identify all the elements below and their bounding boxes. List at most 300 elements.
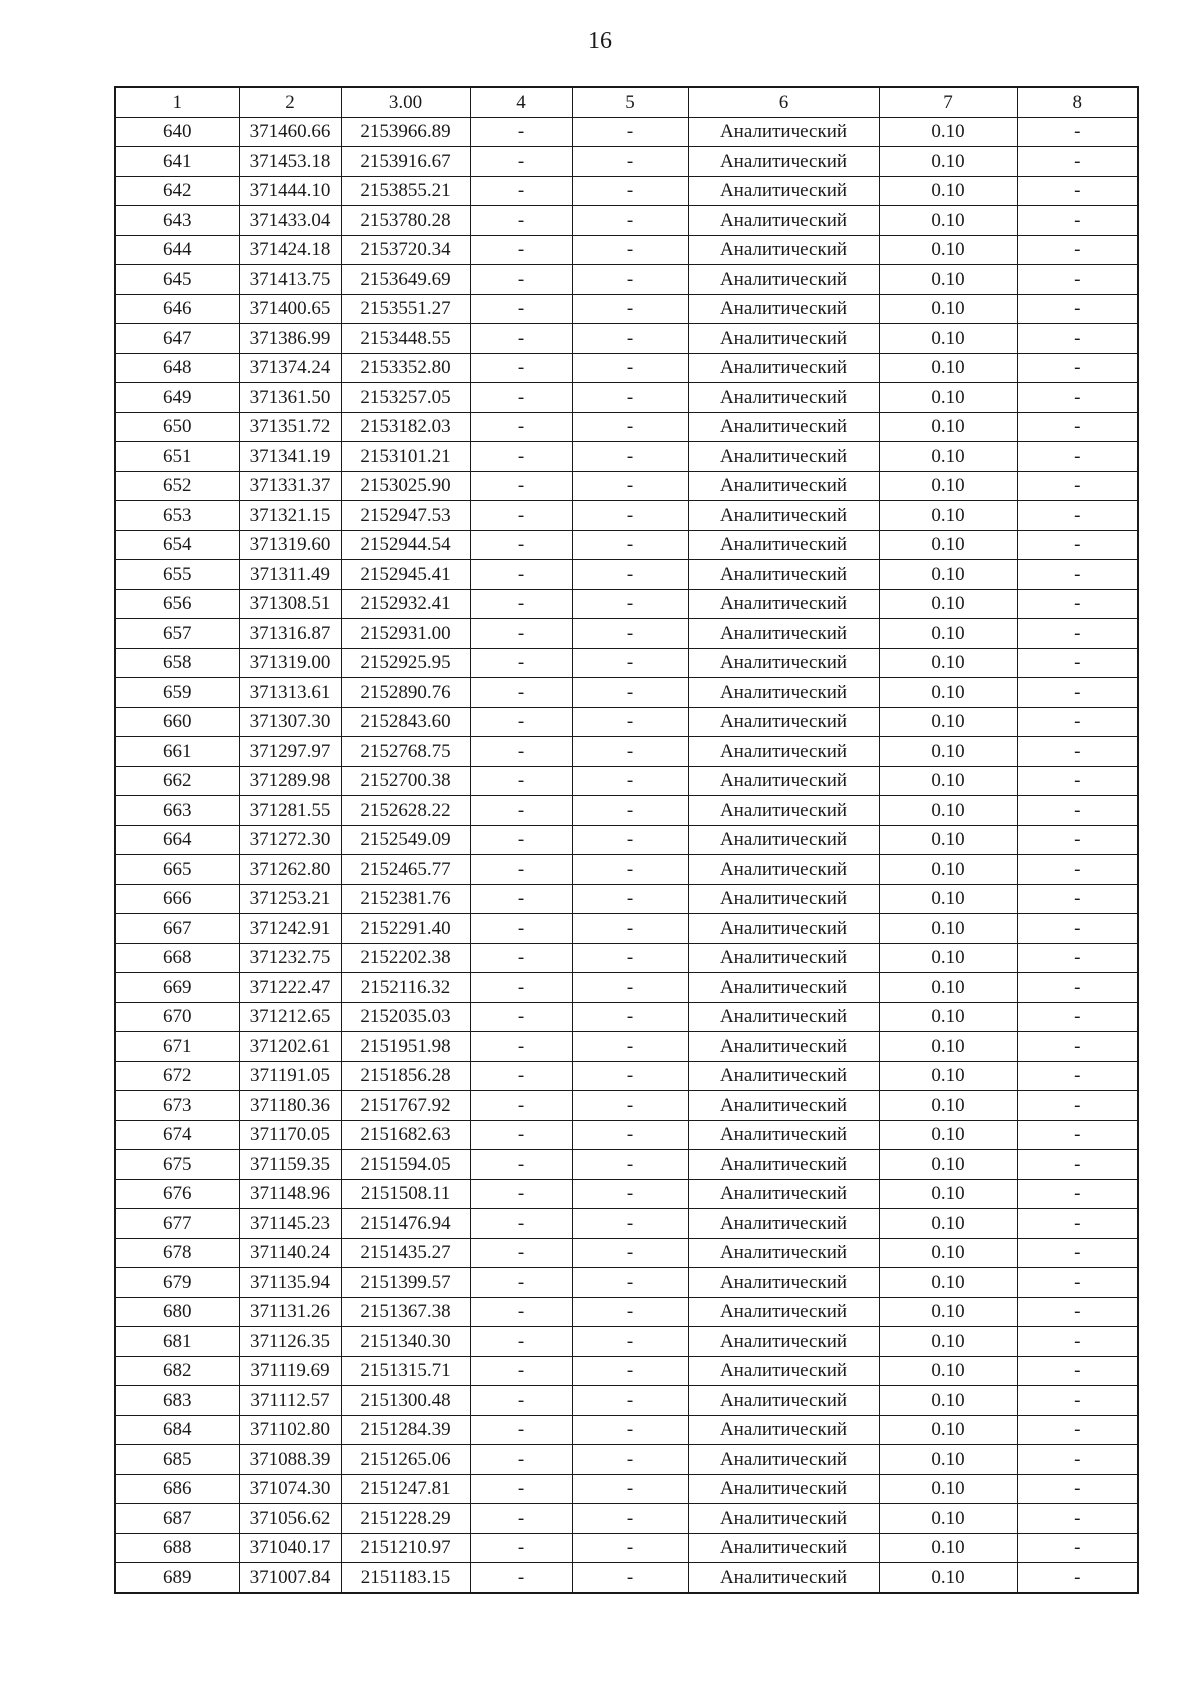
table-cell-col-4: - xyxy=(470,678,572,708)
table-cell-col-1: 646 xyxy=(115,294,239,324)
table-cell-col-6: Аналитический xyxy=(688,825,879,855)
table-cell-col-4: - xyxy=(470,176,572,206)
table-cell-col-5: - xyxy=(572,884,688,914)
table-cell-col-6: Аналитический xyxy=(688,855,879,885)
table-cell-col-6: Аналитический xyxy=(688,353,879,383)
table-cell-col-4: - xyxy=(470,560,572,590)
table-cell-col-1: 660 xyxy=(115,707,239,737)
table-cell-col-1: 663 xyxy=(115,796,239,826)
table-cell-col-8: - xyxy=(1017,560,1138,590)
table-cell-col-3: 2152202.38 xyxy=(341,943,470,973)
table-cell-col-2: 371460.66 xyxy=(239,117,341,147)
table-row xyxy=(115,678,1138,708)
table-cell-col-3: 2153966.89 xyxy=(341,117,470,147)
table-cell-col-8: - xyxy=(1017,1061,1138,1091)
table-cell-col-3: 2152768.75 xyxy=(341,737,470,767)
table-cell-col-5: - xyxy=(572,294,688,324)
table-cell-col-2: 371351.72 xyxy=(239,412,341,442)
table-row xyxy=(115,914,1138,944)
table-cell-col-7: 0.10 xyxy=(879,1091,1017,1121)
table-cell-col-7: 0.10 xyxy=(879,648,1017,678)
table-cell-col-1: 661 xyxy=(115,737,239,767)
table-cell-col-5: - xyxy=(572,1445,688,1475)
table-cell-col-7: 0.10 xyxy=(879,707,1017,737)
table-cell-col-1: 641 xyxy=(115,147,239,177)
table-cell-col-4: - xyxy=(470,1209,572,1239)
table-cell-col-8: - xyxy=(1017,619,1138,649)
table-cell-col-7: 0.10 xyxy=(879,1445,1017,1475)
table-cell-col-5: - xyxy=(572,206,688,236)
table-cell-col-4: - xyxy=(470,766,572,796)
table-cell-col-7: 0.10 xyxy=(879,1061,1017,1091)
table-row xyxy=(115,589,1138,619)
table-cell-col-3: 2153551.27 xyxy=(341,294,470,324)
table-cell-col-3: 2152700.38 xyxy=(341,766,470,796)
table-cell-col-2: 371159.35 xyxy=(239,1150,341,1180)
table-cell-col-2: 371281.55 xyxy=(239,796,341,826)
table-cell-col-6: Аналитический xyxy=(688,383,879,413)
table-cell-col-6: Аналитический xyxy=(688,1563,879,1593)
table-cell-col-6: Аналитический xyxy=(688,1445,879,1475)
table-cell-col-8: - xyxy=(1017,1091,1138,1121)
table-cell-col-3: 2152628.22 xyxy=(341,796,470,826)
table-cell-col-1: 645 xyxy=(115,265,239,295)
table-cell-col-6: Аналитический xyxy=(688,914,879,944)
table-cell-col-4: - xyxy=(470,1032,572,1062)
table-cell-col-3: 2153448.55 xyxy=(341,324,470,354)
table-cell-col-6: Аналитический xyxy=(688,471,879,501)
table-cell-col-1: 644 xyxy=(115,235,239,265)
table-cell-col-2: 371074.30 xyxy=(239,1474,341,1504)
table-cell-col-3: 2152291.40 xyxy=(341,914,470,944)
table-cell-col-6: Аналитический xyxy=(688,648,879,678)
table-cell-col-6: Аналитический xyxy=(688,589,879,619)
table-cell-col-2: 371361.50 xyxy=(239,383,341,413)
page-number: 16 xyxy=(588,28,612,54)
table-cell-col-1: 686 xyxy=(115,1474,239,1504)
table-cell-col-7: 0.10 xyxy=(879,206,1017,236)
table-cell-col-8: - xyxy=(1017,678,1138,708)
table-cell-col-1: 654 xyxy=(115,530,239,560)
table-row xyxy=(115,707,1138,737)
table-row xyxy=(115,560,1138,590)
table-cell-col-7: 0.10 xyxy=(879,1415,1017,1445)
table-cell-col-4: - xyxy=(470,1327,572,1357)
table-cell-col-2: 371262.80 xyxy=(239,855,341,885)
table-cell-col-3: 2153780.28 xyxy=(341,206,470,236)
table-cell-col-1: 664 xyxy=(115,825,239,855)
table-cell-col-5: - xyxy=(572,678,688,708)
table-cell-col-2: 371413.75 xyxy=(239,265,341,295)
table-cell-col-5: - xyxy=(572,619,688,649)
table-cell-col-4: - xyxy=(470,1415,572,1445)
table-cell-col-1: 651 xyxy=(115,442,239,472)
table-cell-col-5: - xyxy=(572,383,688,413)
table-row xyxy=(115,1415,1138,1445)
table-row xyxy=(115,1474,1138,1504)
table-row xyxy=(115,825,1138,855)
table-cell-col-3: 2152947.53 xyxy=(341,501,470,531)
table-cell-col-3: 2152931.00 xyxy=(341,619,470,649)
table-cell-col-3: 2152035.03 xyxy=(341,1002,470,1032)
table-row xyxy=(115,353,1138,383)
table-cell-col-5: - xyxy=(572,1474,688,1504)
table-cell-col-8: - xyxy=(1017,1474,1138,1504)
table-cell-col-2: 371119.69 xyxy=(239,1356,341,1386)
table-cell-col-5: - xyxy=(572,1091,688,1121)
table-row xyxy=(115,619,1138,649)
table-cell-col-8: - xyxy=(1017,648,1138,678)
table-cell-col-5: - xyxy=(572,1504,688,1534)
table-cell-col-7: 0.10 xyxy=(879,1504,1017,1534)
table-row xyxy=(115,1445,1138,1475)
table-cell-col-7: 0.10 xyxy=(879,1563,1017,1593)
table-cell-col-4: - xyxy=(470,471,572,501)
column-header-8: 8 xyxy=(1017,87,1138,117)
table-cell-col-7: 0.10 xyxy=(879,1002,1017,1032)
table-cell-col-8: - xyxy=(1017,442,1138,472)
table-cell-col-1: 647 xyxy=(115,324,239,354)
table-cell-col-5: - xyxy=(572,707,688,737)
table-cell-col-7: 0.10 xyxy=(879,973,1017,1003)
table-row xyxy=(115,1061,1138,1091)
table-cell-col-1: 653 xyxy=(115,501,239,531)
table-cell-col-1: 659 xyxy=(115,678,239,708)
table-cell-col-7: 0.10 xyxy=(879,943,1017,973)
table-cell-col-8: - xyxy=(1017,1533,1138,1563)
table-cell-col-1: 684 xyxy=(115,1415,239,1445)
table-cell-col-5: - xyxy=(572,1150,688,1180)
table-cell-col-1: 657 xyxy=(115,619,239,649)
table-cell-col-7: 0.10 xyxy=(879,884,1017,914)
table-cell-col-5: - xyxy=(572,235,688,265)
table-cell-col-6: Аналитический xyxy=(688,206,879,236)
table-row xyxy=(115,1297,1138,1327)
table-cell-col-5: - xyxy=(572,1563,688,1593)
table-cell-col-1: 678 xyxy=(115,1238,239,1268)
table-cell-col-3: 2152381.76 xyxy=(341,884,470,914)
table-cell-col-8: - xyxy=(1017,324,1138,354)
table-cell-col-7: 0.10 xyxy=(879,501,1017,531)
table-cell-col-8: - xyxy=(1017,294,1138,324)
table-cell-col-8: - xyxy=(1017,501,1138,531)
table-cell-col-8: - xyxy=(1017,383,1138,413)
table-cell-col-3: 2151340.30 xyxy=(341,1327,470,1357)
table-row xyxy=(115,1563,1138,1593)
table-cell-col-3: 2153855.21 xyxy=(341,176,470,206)
table-cell-col-2: 371180.36 xyxy=(239,1091,341,1121)
table-cell-col-4: - xyxy=(470,147,572,177)
table-cell-col-2: 371145.23 xyxy=(239,1209,341,1239)
table-cell-col-5: - xyxy=(572,501,688,531)
table-cell-col-3: 2153101.21 xyxy=(341,442,470,472)
table-cell-col-1: 656 xyxy=(115,589,239,619)
table-cell-col-5: - xyxy=(572,648,688,678)
table-cell-col-7: 0.10 xyxy=(879,855,1017,885)
table-cell-col-5: - xyxy=(572,1327,688,1357)
table-cell-col-6: Аналитический xyxy=(688,560,879,590)
table-cell-col-7: 0.10 xyxy=(879,235,1017,265)
table-cell-col-6: Аналитический xyxy=(688,678,879,708)
table-cell-col-4: - xyxy=(470,1386,572,1416)
table-cell-col-3: 2153720.34 xyxy=(341,235,470,265)
table-cell-col-5: - xyxy=(572,943,688,973)
table-cell-col-4: - xyxy=(470,501,572,531)
table-cell-col-3: 2151767.92 xyxy=(341,1091,470,1121)
table-cell-col-5: - xyxy=(572,530,688,560)
table-cell-col-7: 0.10 xyxy=(879,1327,1017,1357)
table-row xyxy=(115,265,1138,295)
table-cell-col-5: - xyxy=(572,1297,688,1327)
table-row xyxy=(115,412,1138,442)
table-row xyxy=(115,235,1138,265)
table-cell-col-7: 0.10 xyxy=(879,589,1017,619)
column-header-6: 6 xyxy=(688,87,879,117)
table-cell-col-5: - xyxy=(572,1415,688,1445)
table-cell-col-8: - xyxy=(1017,943,1138,973)
table-cell-col-3: 2152890.76 xyxy=(341,678,470,708)
table-cell-col-7: 0.10 xyxy=(879,147,1017,177)
table-row xyxy=(115,117,1138,147)
table-row xyxy=(115,1032,1138,1062)
table-cell-col-8: - xyxy=(1017,914,1138,944)
table-cell-col-7: 0.10 xyxy=(879,1386,1017,1416)
table-cell-col-4: - xyxy=(470,1061,572,1091)
table-cell-col-1: 662 xyxy=(115,766,239,796)
table-cell-col-5: - xyxy=(572,1061,688,1091)
table-cell-col-1: 677 xyxy=(115,1209,239,1239)
table-cell-col-1: 680 xyxy=(115,1297,239,1327)
table-cell-col-6: Аналитический xyxy=(688,1297,879,1327)
table-cell-col-2: 371253.21 xyxy=(239,884,341,914)
table-row xyxy=(115,1002,1138,1032)
table-row xyxy=(115,176,1138,206)
table-cell-col-7: 0.10 xyxy=(879,914,1017,944)
table-cell-col-4: - xyxy=(470,206,572,236)
table-cell-col-7: 0.10 xyxy=(879,619,1017,649)
table-cell-col-2: 371212.65 xyxy=(239,1002,341,1032)
table-cell-col-1: 689 xyxy=(115,1563,239,1593)
table-cell-col-6: Аналитический xyxy=(688,973,879,1003)
table-cell-col-1: 668 xyxy=(115,943,239,973)
table-cell-col-6: Аналитический xyxy=(688,442,879,472)
table-cell-col-3: 2152932.41 xyxy=(341,589,470,619)
table-cell-col-4: - xyxy=(470,619,572,649)
table-cell-col-1: 667 xyxy=(115,914,239,944)
table-cell-col-5: - xyxy=(572,1032,688,1062)
table-cell-col-1: 676 xyxy=(115,1179,239,1209)
table-cell-col-1: 649 xyxy=(115,383,239,413)
table-cell-col-8: - xyxy=(1017,737,1138,767)
table-cell-col-8: - xyxy=(1017,884,1138,914)
table-cell-col-5: - xyxy=(572,1356,688,1386)
table-cell-col-2: 371007.84 xyxy=(239,1563,341,1593)
table-cell-col-6: Аналитический xyxy=(688,1150,879,1180)
table-cell-col-5: - xyxy=(572,1209,688,1239)
table-cell-col-2: 371313.61 xyxy=(239,678,341,708)
table-cell-col-5: - xyxy=(572,914,688,944)
table-cell-col-6: Аналитический xyxy=(688,707,879,737)
table-cell-col-3: 2153182.03 xyxy=(341,412,470,442)
table-cell-col-2: 371170.05 xyxy=(239,1120,341,1150)
column-header-7: 7 xyxy=(879,87,1017,117)
table-cell-col-8: - xyxy=(1017,589,1138,619)
table-cell-col-4: - xyxy=(470,796,572,826)
table-cell-col-6: Аналитический xyxy=(688,1120,879,1150)
table-row xyxy=(115,1179,1138,1209)
table-cell-col-5: - xyxy=(572,1002,688,1032)
table-cell-col-4: - xyxy=(470,1150,572,1180)
table-cell-col-3: 2151367.38 xyxy=(341,1297,470,1327)
table-cell-col-7: 0.10 xyxy=(879,383,1017,413)
table-cell-col-8: - xyxy=(1017,471,1138,501)
table-cell-col-7: 0.10 xyxy=(879,530,1017,560)
table-cell-col-3: 2151435.27 xyxy=(341,1238,470,1268)
table-cell-col-5: - xyxy=(572,117,688,147)
table-cell-col-6: Аналитический xyxy=(688,176,879,206)
table-cell-col-3: 2151228.29 xyxy=(341,1504,470,1534)
table-cell-col-4: - xyxy=(470,1297,572,1327)
table-header-row xyxy=(115,87,1138,117)
table-cell-col-4: - xyxy=(470,973,572,1003)
table-cell-col-1: 681 xyxy=(115,1327,239,1357)
table-row xyxy=(115,471,1138,501)
table-cell-col-6: Аналитический xyxy=(688,737,879,767)
table-cell-col-6: Аналитический xyxy=(688,235,879,265)
table-cell-col-4: - xyxy=(470,1533,572,1563)
table-cell-col-1: 679 xyxy=(115,1268,239,1298)
table-cell-col-2: 371289.98 xyxy=(239,766,341,796)
table-cell-col-3: 2151300.48 xyxy=(341,1386,470,1416)
table-cell-col-3: 2151399.57 xyxy=(341,1268,470,1298)
table-cell-col-5: - xyxy=(572,1533,688,1563)
table-cell-col-2: 371297.97 xyxy=(239,737,341,767)
table-row xyxy=(115,1120,1138,1150)
table-cell-col-8: - xyxy=(1017,1504,1138,1534)
table-cell-col-4: - xyxy=(470,943,572,973)
table-cell-col-6: Аналитический xyxy=(688,147,879,177)
table-cell-col-1: 688 xyxy=(115,1533,239,1563)
table-cell-col-2: 371056.62 xyxy=(239,1504,341,1534)
table-cell-col-3: 2151951.98 xyxy=(341,1032,470,1062)
table-cell-col-1: 674 xyxy=(115,1120,239,1150)
table-cell-col-5: - xyxy=(572,1238,688,1268)
table-row xyxy=(115,147,1138,177)
table-cell-col-2: 371242.91 xyxy=(239,914,341,944)
table-cell-col-7: 0.10 xyxy=(879,1238,1017,1268)
table-cell-col-7: 0.10 xyxy=(879,442,1017,472)
column-header-4: 4 xyxy=(470,87,572,117)
table-cell-col-5: - xyxy=(572,825,688,855)
table-cell-col-7: 0.10 xyxy=(879,1179,1017,1209)
table-cell-col-6: Аналитический xyxy=(688,501,879,531)
table-cell-col-6: Аналитический xyxy=(688,1061,879,1091)
table-cell-col-2: 371331.37 xyxy=(239,471,341,501)
table-cell-col-7: 0.10 xyxy=(879,294,1017,324)
table-cell-col-1: 687 xyxy=(115,1504,239,1534)
table-cell-col-7: 0.10 xyxy=(879,324,1017,354)
table-cell-col-6: Аналитический xyxy=(688,1268,879,1298)
table-cell-col-4: - xyxy=(470,855,572,885)
table-cell-col-2: 371088.39 xyxy=(239,1445,341,1475)
table-cell-col-2: 371040.17 xyxy=(239,1533,341,1563)
table-cell-col-5: - xyxy=(572,855,688,885)
table-cell-col-7: 0.10 xyxy=(879,412,1017,442)
table-cell-col-2: 371308.51 xyxy=(239,589,341,619)
table-cell-col-1: 675 xyxy=(115,1150,239,1180)
column-header-1: 1 xyxy=(115,87,239,117)
table-cell-col-4: - xyxy=(470,825,572,855)
table-cell-col-8: - xyxy=(1017,1238,1138,1268)
table-cell-col-3: 2152549.09 xyxy=(341,825,470,855)
table-cell-col-2: 371222.47 xyxy=(239,973,341,1003)
table-cell-col-8: - xyxy=(1017,117,1138,147)
table-cell-col-4: - xyxy=(470,265,572,295)
table-cell-col-4: - xyxy=(470,353,572,383)
table-cell-col-7: 0.10 xyxy=(879,1120,1017,1150)
table-cell-col-2: 371307.30 xyxy=(239,707,341,737)
table-cell-col-7: 0.10 xyxy=(879,825,1017,855)
table-cell-col-3: 2151508.11 xyxy=(341,1179,470,1209)
table-cell-col-3: 2153352.80 xyxy=(341,353,470,383)
table-cell-col-4: - xyxy=(470,1445,572,1475)
table-cell-col-5: - xyxy=(572,412,688,442)
table-cell-col-2: 371202.61 xyxy=(239,1032,341,1062)
table-cell-col-2: 371191.05 xyxy=(239,1061,341,1091)
table-cell-col-7: 0.10 xyxy=(879,560,1017,590)
table-cell-col-6: Аналитический xyxy=(688,766,879,796)
table-row xyxy=(115,1091,1138,1121)
table-cell-col-2: 371433.04 xyxy=(239,206,341,236)
table-cell-col-4: - xyxy=(470,383,572,413)
table-cell-col-8: - xyxy=(1017,1032,1138,1062)
table-cell-col-2: 371126.35 xyxy=(239,1327,341,1357)
table-cell-col-2: 371131.26 xyxy=(239,1297,341,1327)
table-cell-col-6: Аналитический xyxy=(688,1179,879,1209)
table-cell-col-5: - xyxy=(572,796,688,826)
table-cell-col-7: 0.10 xyxy=(879,1297,1017,1327)
table-cell-col-2: 371374.24 xyxy=(239,353,341,383)
table-cell-col-8: - xyxy=(1017,530,1138,560)
table-cell-col-2: 371148.96 xyxy=(239,1179,341,1209)
table-cell-col-3: 2151476.94 xyxy=(341,1209,470,1239)
table-cell-col-3: 2151856.28 xyxy=(341,1061,470,1091)
table-cell-col-6: Аналитический xyxy=(688,412,879,442)
table-cell-col-4: - xyxy=(470,1091,572,1121)
table-cell-col-5: - xyxy=(572,265,688,295)
table-cell-col-7: 0.10 xyxy=(879,1474,1017,1504)
table-row xyxy=(115,1327,1138,1357)
table-cell-col-7: 0.10 xyxy=(879,117,1017,147)
table-row xyxy=(115,442,1138,472)
table-cell-col-8: - xyxy=(1017,235,1138,265)
table-cell-col-3: 2151315.71 xyxy=(341,1356,470,1386)
table-cell-col-8: - xyxy=(1017,1120,1138,1150)
table-cell-col-1: 658 xyxy=(115,648,239,678)
table-cell-col-3: 2151594.05 xyxy=(341,1150,470,1180)
table-cell-col-6: Аналитический xyxy=(688,1356,879,1386)
table-cell-col-7: 0.10 xyxy=(879,766,1017,796)
table-cell-col-7: 0.10 xyxy=(879,737,1017,767)
table-cell-col-3: 2153025.90 xyxy=(341,471,470,501)
table-cell-col-8: - xyxy=(1017,147,1138,177)
table-cell-col-2: 371453.18 xyxy=(239,147,341,177)
table-cell-col-2: 371316.87 xyxy=(239,619,341,649)
table-cell-col-3: 2153649.69 xyxy=(341,265,470,295)
table-cell-col-4: - xyxy=(470,914,572,944)
table-cell-col-8: - xyxy=(1017,176,1138,206)
table-cell-col-3: 2151183.15 xyxy=(341,1563,470,1593)
